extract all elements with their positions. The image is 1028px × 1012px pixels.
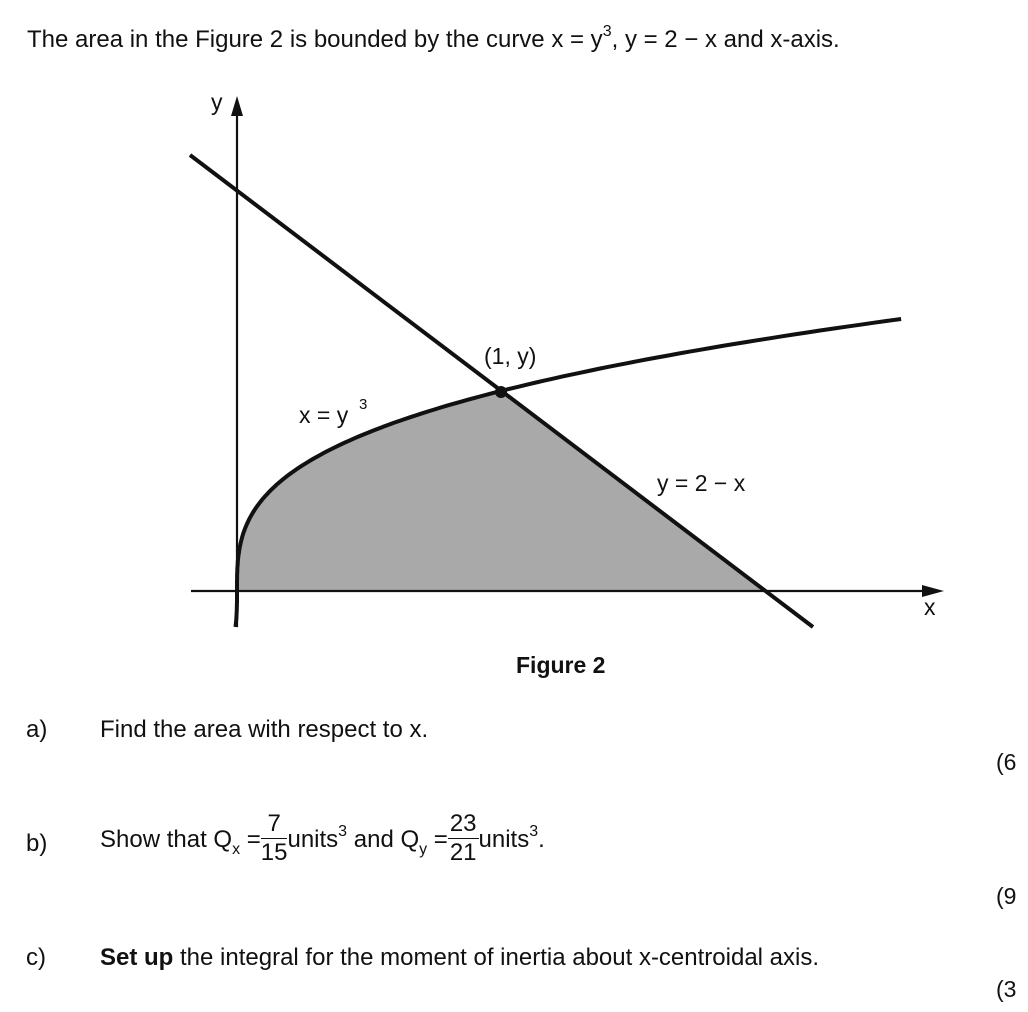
question-a-text: Find the area with respect to x.	[100, 716, 429, 743]
point-label: (1, y)	[484, 343, 537, 369]
qx-symbol: $Q_x$	[213, 825, 241, 858]
question-c-bold: Set up	[100, 944, 174, 971]
question-b-marks: (9	[996, 883, 1017, 909]
figure-caption: Figure 2	[516, 652, 606, 678]
line-label: y = 2 − x	[657, 470, 746, 496]
intro-separator: ,	[611, 26, 625, 53]
question-b-label: b)	[26, 830, 48, 857]
question-c-text: Set up the integral for the moment of inertia about x-centroidal axis.	[100, 944, 820, 971]
intersection-point	[495, 386, 507, 398]
intro-text-after: and x-axis.	[717, 26, 840, 53]
y-axis-label: y	[211, 89, 223, 115]
y-axis-arrow	[231, 96, 243, 116]
question-c-label: c)	[26, 944, 46, 971]
intro-text-before: The area in the Figure 2 is bounded by the curve	[27, 26, 552, 53]
qy-symbol: $Q_y$	[400, 825, 428, 858]
line-equation: y = 2 − x	[624, 26, 717, 53]
curve-equation: $x = y^3$	[551, 23, 612, 53]
curve-exponent: 3	[602, 23, 612, 40]
qy-fraction: $\frac{23}{21}$	[449, 810, 477, 866]
question-a-label: a)	[26, 716, 48, 743]
question-a-marks: (6	[996, 749, 1017, 775]
qx-fraction: $\frac{7}{15}$	[260, 810, 288, 866]
curve-label: x = y	[299, 402, 349, 428]
question-b-text: Show that $Q_x$ = $\frac{7}{15}$ units$^3$ and $Q_y$ = $\frac{23}{21}$ units$^3$.	[100, 810, 545, 866]
x-axis-label: x	[924, 594, 936, 620]
curve-label-exponent: 3	[359, 396, 368, 413]
question-c-marks: (3	[996, 976, 1017, 1002]
